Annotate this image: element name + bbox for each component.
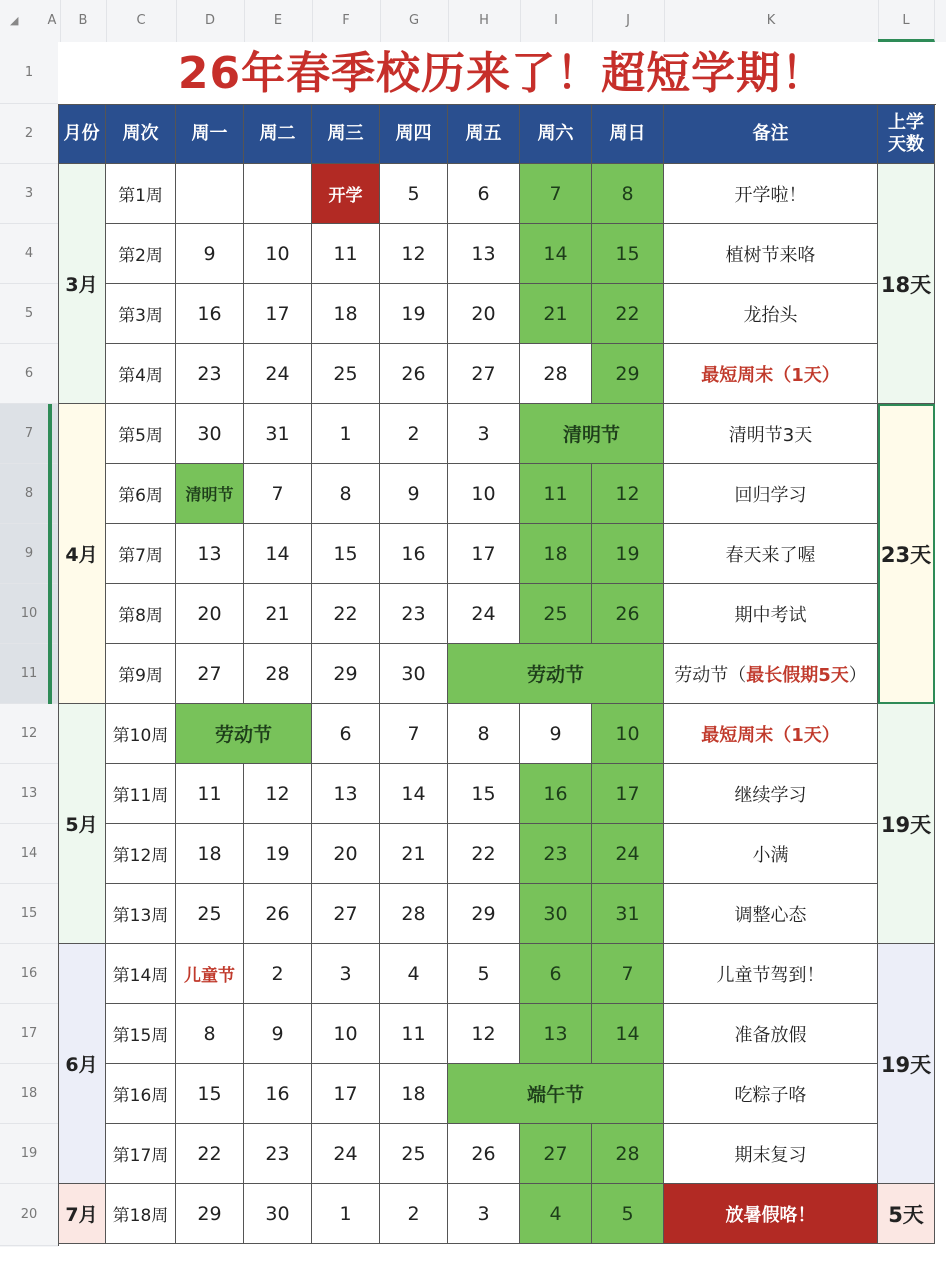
day-cell[interactable]: 28 — [244, 644, 312, 704]
day-cell[interactable]: 12 — [592, 464, 664, 524]
day-cell[interactable]: 27 — [176, 644, 244, 704]
select-all-icon[interactable]: ◢ — [10, 14, 19, 27]
header-cell[interactable]: 周六 — [520, 104, 592, 164]
week-cell[interactable]: 第13周 — [106, 884, 176, 944]
note-cell[interactable]: 小满 — [664, 824, 878, 884]
row-header[interactable]: 15 — [0, 884, 58, 944]
day-cell[interactable]: 21 — [520, 284, 592, 344]
day-cell[interactable]: 9 — [380, 464, 448, 524]
note-cell[interactable]: 准备放假 — [664, 1004, 878, 1064]
column-header-k[interactable]: K — [664, 0, 879, 42]
week-cell[interactable]: 第17周 — [106, 1124, 176, 1184]
day-cell[interactable]: 11 — [520, 464, 592, 524]
day-cell[interactable]: 3 — [448, 404, 520, 464]
row-header[interactable]: 20 — [0, 1184, 58, 1246]
header-cell[interactable]: 周次 — [106, 104, 176, 164]
day-cell[interactable]: 14 — [380, 764, 448, 824]
day-cell[interactable]: 16 — [244, 1064, 312, 1124]
row-header[interactable]: 14 — [0, 824, 58, 884]
day-cell[interactable]: 27 — [448, 344, 520, 404]
day-cell[interactable]: 30 — [380, 644, 448, 704]
week-cell[interactable]: 第11周 — [106, 764, 176, 824]
row-header[interactable]: 1 — [0, 42, 58, 104]
day-cell[interactable] — [176, 164, 244, 224]
note-cell[interactable]: 植树节来咯 — [664, 224, 878, 284]
day-cell[interactable]: 11 — [380, 1004, 448, 1064]
month-cell[interactable]: 5月 — [58, 704, 106, 944]
note-cell[interactable]: 最短周末（1天） — [664, 704, 878, 764]
header-cell[interactable]: 周五 — [448, 104, 520, 164]
note-cell[interactable]: 继续学习 — [664, 764, 878, 824]
note-cell[interactable]: 期中考试 — [664, 584, 878, 644]
day-cell[interactable]: 15 — [448, 764, 520, 824]
week-cell[interactable]: 第9周 — [106, 644, 176, 704]
day-cell[interactable]: 22 — [448, 824, 520, 884]
day-cell[interactable]: 26 — [448, 1124, 520, 1184]
day-cell[interactable]: 5 — [448, 944, 520, 1004]
day-cell[interactable]: 13 — [520, 1004, 592, 1064]
day-cell[interactable]: 8 — [592, 164, 664, 224]
day-cell[interactable]: 1 — [312, 404, 380, 464]
column-header-a[interactable]: A — [44, 0, 61, 42]
month-cell[interactable]: 7月 — [58, 1184, 106, 1244]
day-cell[interactable]: 24 — [244, 344, 312, 404]
day-cell[interactable]: 28 — [592, 1124, 664, 1184]
row-header[interactable]: 19 — [0, 1124, 58, 1184]
day-cell[interactable]: 23 — [176, 344, 244, 404]
day-cell[interactable]: 7 — [380, 704, 448, 764]
row-header[interactable]: 6 — [0, 344, 58, 404]
day-cell[interactable]: 8 — [312, 464, 380, 524]
day-cell[interactable]: 7 — [520, 164, 592, 224]
day-cell[interactable]: 18 — [176, 824, 244, 884]
day-cell[interactable]: 20 — [448, 284, 520, 344]
day-cell[interactable]: 18 — [380, 1064, 448, 1124]
day-cell[interactable]: 1 — [312, 1184, 380, 1244]
day-cell[interactable]: 25 — [176, 884, 244, 944]
week-cell[interactable]: 第4周 — [106, 344, 176, 404]
day-cell[interactable]: 22 — [592, 284, 664, 344]
day-cell[interactable]: 2 — [244, 944, 312, 1004]
day-cell[interactable]: 30 — [520, 884, 592, 944]
school-days-cell[interactable]: 5天 — [878, 1184, 935, 1244]
day-cell[interactable]: 29 — [312, 644, 380, 704]
row-header[interactable]: 12 — [0, 704, 58, 764]
column-header-b[interactable]: B — [60, 0, 107, 42]
school-days-cell[interactable]: 23天 — [878, 404, 935, 704]
day-cell[interactable]: 13 — [176, 524, 244, 584]
row-header[interactable]: 2 — [0, 104, 58, 164]
day-cell[interactable]: 26 — [244, 884, 312, 944]
row-header[interactable]: 11 — [0, 644, 58, 704]
day-cell[interactable]: 20 — [312, 824, 380, 884]
week-cell[interactable]: 第8周 — [106, 584, 176, 644]
day-cell[interactable]: 儿童节 — [176, 944, 244, 1004]
day-cell[interactable]: 18 — [520, 524, 592, 584]
day-cell[interactable]: 25 — [380, 1124, 448, 1184]
day-cell[interactable]: 25 — [520, 584, 592, 644]
day-cell[interactable]: 10 — [244, 224, 312, 284]
month-cell[interactable]: 6月 — [58, 944, 106, 1184]
note-cell[interactable]: 龙抬头 — [664, 284, 878, 344]
week-cell[interactable]: 第1周 — [106, 164, 176, 224]
day-cell[interactable]: 28 — [380, 884, 448, 944]
day-cell[interactable]: 14 — [244, 524, 312, 584]
day-cell[interactable]: 开学 — [312, 164, 380, 224]
row-header[interactable]: 5 — [0, 284, 58, 344]
row-header[interactable]: 18 — [0, 1064, 58, 1124]
column-header-i[interactable]: I — [520, 0, 593, 42]
day-cell[interactable]: 30 — [176, 404, 244, 464]
day-cell[interactable]: 3 — [448, 1184, 520, 1244]
row-header[interactable]: 13 — [0, 764, 58, 824]
day-cell[interactable]: 2 — [380, 1184, 448, 1244]
day-cell[interactable]: 12 — [380, 224, 448, 284]
header-cell[interactable]: 周一 — [176, 104, 244, 164]
day-cell[interactable]: 6 — [448, 164, 520, 224]
day-cell[interactable]: 24 — [592, 824, 664, 884]
day-cell[interactable]: 21 — [244, 584, 312, 644]
page-title[interactable]: 26年春季校历来了！超短学期！ — [177, 48, 827, 99]
header-cell[interactable]: 备注 — [664, 104, 878, 164]
day-cell[interactable]: 9 — [176, 224, 244, 284]
day-cell[interactable]: 9 — [520, 704, 592, 764]
day-cell[interactable]: 28 — [520, 344, 592, 404]
day-cell[interactable]: 10 — [312, 1004, 380, 1064]
holiday-cell[interactable]: 劳动节 — [448, 644, 664, 704]
day-cell[interactable]: 清明节 — [176, 464, 244, 524]
day-cell[interactable]: 27 — [312, 884, 380, 944]
grid-left-border — [58, 104, 59, 1246]
column-header-l[interactable]: L — [878, 0, 935, 42]
week-cell[interactable]: 第15周 — [106, 1004, 176, 1064]
week-cell[interactable]: 第2周 — [106, 224, 176, 284]
header-cell[interactable]: 周日 — [592, 104, 664, 164]
note-cell[interactable]: 放暑假咯！ — [664, 1184, 878, 1244]
column-header-g[interactable]: G — [380, 0, 449, 42]
day-cell[interactable]: 29 — [448, 884, 520, 944]
day-cell[interactable]: 6 — [312, 704, 380, 764]
note-cell[interactable]: 清明节3天 — [664, 404, 878, 464]
week-cell[interactable]: 第3周 — [106, 284, 176, 344]
day-cell[interactable]: 14 — [520, 224, 592, 284]
note-highlight: 最长假期5天 — [746, 664, 849, 686]
week-cell[interactable]: 第7周 — [106, 524, 176, 584]
day-cell[interactable]: 17 — [448, 524, 520, 584]
column-header-c[interactable]: C — [106, 0, 177, 42]
note-suffix: ） — [848, 664, 867, 686]
day-cell[interactable]: 12 — [244, 764, 312, 824]
note-cell[interactable]: 回归学习 — [664, 464, 878, 524]
holiday-cell[interactable]: 清明节 — [520, 404, 664, 464]
week-cell[interactable]: 第12周 — [106, 824, 176, 884]
day-cell[interactable]: 27 — [520, 1124, 592, 1184]
row-header[interactable]: 8 — [0, 464, 58, 524]
day-cell[interactable]: 10 — [448, 464, 520, 524]
day-cell[interactable]: 17 — [244, 284, 312, 344]
day-cell[interactable]: 12 — [448, 1004, 520, 1064]
day-cell[interactable]: 31 — [592, 884, 664, 944]
day-cell[interactable]: 16 — [176, 284, 244, 344]
week-cell[interactable]: 第10周 — [106, 704, 176, 764]
day-cell[interactable]: 23 — [380, 584, 448, 644]
day-cell[interactable]: 15 — [312, 524, 380, 584]
header-cell[interactable]: 月份 — [58, 104, 106, 164]
day-cell[interactable]: 2 — [380, 404, 448, 464]
holiday-cell[interactable]: 劳动节 — [176, 704, 312, 764]
day-cell[interactable]: 3 — [312, 944, 380, 1004]
day-cell[interactable]: 21 — [380, 824, 448, 884]
day-cell[interactable]: 7 — [592, 944, 664, 1004]
day-cell[interactable]: 16 — [380, 524, 448, 584]
day-cell[interactable]: 15 — [176, 1064, 244, 1124]
school-days-cell[interactable]: 19天 — [878, 704, 935, 944]
day-cell[interactable]: 30 — [244, 1184, 312, 1244]
row-header[interactable]: 4 — [0, 224, 58, 284]
day-cell[interactable]: 24 — [312, 1124, 380, 1184]
row-header[interactable]: 16 — [0, 944, 58, 1004]
day-cell[interactable]: 11 — [312, 224, 380, 284]
header-cell[interactable]: 周四 — [380, 104, 448, 164]
day-cell[interactable]: 19 — [592, 524, 664, 584]
day-cell[interactable]: 26 — [592, 584, 664, 644]
day-cell[interactable]: 17 — [592, 764, 664, 824]
note-cell[interactable]: 吃粽子咯 — [664, 1064, 878, 1124]
row-header[interactable]: 10 — [0, 584, 58, 644]
grid-top-border — [58, 104, 936, 105]
note-cell[interactable]: 春天来了喔 — [664, 524, 878, 584]
day-cell[interactable]: 19 — [244, 824, 312, 884]
note-cell[interactable]: 最短周末（1天） — [664, 344, 878, 404]
day-cell[interactable]: 4 — [520, 1184, 592, 1244]
day-cell[interactable]: 5 — [592, 1184, 664, 1244]
week-cell[interactable]: 第6周 — [106, 464, 176, 524]
day-cell[interactable]: 20 — [176, 584, 244, 644]
day-cell[interactable]: 23 — [244, 1124, 312, 1184]
note-cell[interactable]: 调整心态 — [664, 884, 878, 944]
note-cell[interactable] — [664, 644, 878, 704]
day-cell[interactable]: 24 — [448, 584, 520, 644]
row-header[interactable]: 3 — [0, 164, 58, 224]
day-cell[interactable]: 14 — [592, 1004, 664, 1064]
day-cell[interactable] — [244, 164, 312, 224]
day-cell[interactable]: 4 — [380, 944, 448, 1004]
day-cell[interactable]: 17 — [312, 1064, 380, 1124]
day-cell[interactable]: 13 — [312, 764, 380, 824]
column-header-j[interactable]: J — [592, 0, 665, 42]
column-header-d[interactable]: D — [176, 0, 245, 42]
day-cell[interactable]: 8 — [448, 704, 520, 764]
note-cell[interactable]: 期末复习 — [664, 1124, 878, 1184]
week-cell[interactable]: 第5周 — [106, 404, 176, 464]
row-header[interactable]: 7 — [0, 404, 58, 464]
day-cell[interactable]: 23 — [520, 824, 592, 884]
day-cell[interactable]: 8 — [176, 1004, 244, 1064]
column-header-e[interactable]: E — [244, 0, 313, 42]
month-cell[interactable]: 3月 — [58, 164, 106, 404]
school-days-cell[interactable]: 18天 — [878, 164, 935, 404]
day-cell[interactable]: 15 — [592, 224, 664, 284]
day-cell[interactable]: 5 — [380, 164, 448, 224]
column-header-f[interactable]: F — [312, 0, 381, 42]
day-cell[interactable]: 19 — [380, 284, 448, 344]
school-days-cell[interactable]: 19天 — [878, 944, 935, 1184]
header-cell[interactable]: 周三 — [312, 104, 380, 164]
header-cell[interactable]: 周二 — [244, 104, 312, 164]
row-selection-indicator — [48, 404, 52, 704]
holiday-cell[interactable]: 端午节 — [448, 1064, 664, 1124]
day-cell[interactable]: 22 — [312, 584, 380, 644]
day-cell[interactable]: 22 — [176, 1124, 244, 1184]
day-cell[interactable]: 6 — [520, 944, 592, 1004]
day-cell[interactable]: 29 — [176, 1184, 244, 1244]
month-cell[interactable]: 4月 — [58, 404, 106, 704]
day-cell[interactable]: 26 — [380, 344, 448, 404]
note-cell[interactable]: 开学啦！ — [664, 164, 878, 224]
note-prefix: 劳动节（ — [674, 664, 747, 686]
day-cell[interactable]: 18 — [312, 284, 380, 344]
day-cell[interactable]: 9 — [244, 1004, 312, 1064]
column-header-bar — [0, 0, 946, 42]
day-cell[interactable]: 7 — [244, 464, 312, 524]
week-cell[interactable]: 第16周 — [106, 1064, 176, 1124]
week-cell[interactable]: 第14周 — [106, 944, 176, 1004]
day-cell[interactable]: 10 — [592, 704, 664, 764]
day-cell[interactable]: 31 — [244, 404, 312, 464]
day-cell[interactable]: 11 — [176, 764, 244, 824]
column-header-h[interactable]: H — [448, 0, 521, 42]
day-cell[interactable]: 13 — [448, 224, 520, 284]
day-cell[interactable]: 16 — [520, 764, 592, 824]
week-cell[interactable]: 第18周 — [106, 1184, 176, 1244]
row-header[interactable]: 9 — [0, 524, 58, 584]
note-cell[interactable]: 儿童节驾到！ — [664, 944, 878, 1004]
day-cell[interactable]: 29 — [592, 344, 664, 404]
day-cell[interactable]: 25 — [312, 344, 380, 404]
header-cell[interactable]: 上学 天数 — [878, 104, 935, 164]
row-header[interactable]: 17 — [0, 1004, 58, 1064]
